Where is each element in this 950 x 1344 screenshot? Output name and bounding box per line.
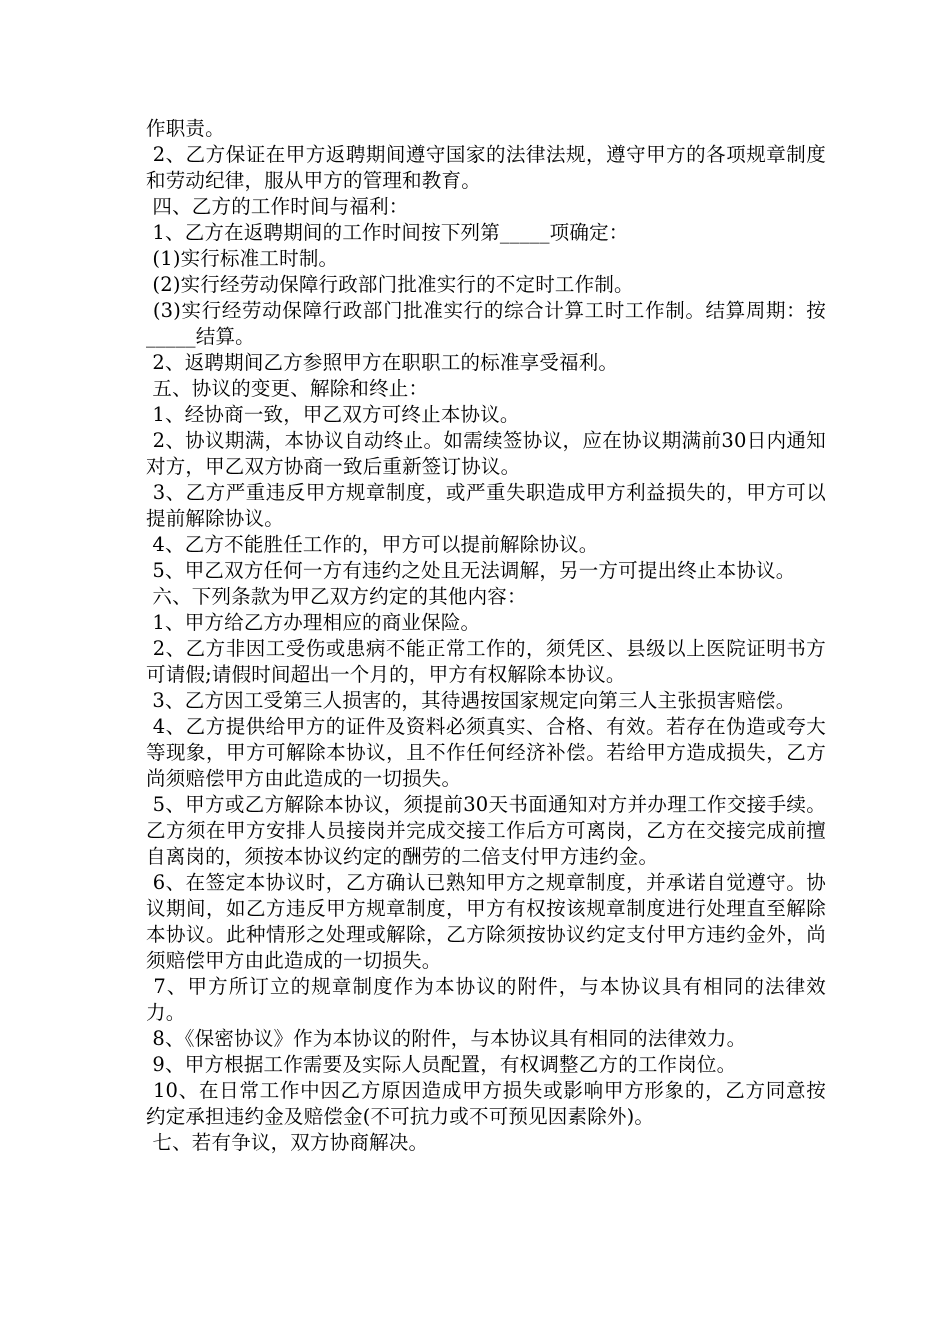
paragraph-16: 2、乙方非因工受伤或患病不能正常工作的，须凭区、县级以上医院证明书方可请假;请假时间超出一个月的，甲方有权解除本协议。 [146,637,826,686]
paragraph-13: 5、甲乙双方任何一方有违约之处且无法调解，另一方可提出终止本协议。 [146,559,796,582]
paragraph-10: 2、协议期满，本协议自动终止。如需续签协议，应在协议期满前30日内通知对方，甲乙双方协商一致后重新签订协议。 [146,429,826,478]
paragraph-11: 3、乙方严重违反甲方规章制度，或严重失职造成甲方利益损失的，甲方可以提前解除协议。 [146,481,826,530]
document-body [146,116,826,1156]
paragraph-15: 1、甲方给乙方办理相应的商业保险。 [146,611,481,634]
paragraph-4: (1)实行标准工时制。 [146,247,339,270]
paragraph-23: 9、甲方根据工作需要及实际人员配置，有权调整乙方的工作岗位。 [146,1053,737,1076]
paragraph-6: (3)实行经劳动保障行政部门批准实行的综合计算工时工作制。结算周期：按_____结算。 [146,299,826,348]
paragraph-1: 2、乙方保证在甲方返聘期间遵守国家的法律法规，遵守甲方的各项规章制度和劳动纪律，服从甲方的管理和教育。 [146,143,826,192]
paragraph-12: 4、乙方不能胜任工作的，甲方可以提前解除协议。 [146,533,599,556]
paragraph-8: 五、协议的变更、解除和终止： [146,377,429,400]
paragraph-17: 3、乙方因工受第三人损害的，其待遇按国家规定向第三人主张损害赔偿。 [146,689,796,712]
paragraph-9: 1、经协商一致，甲乙双方可终止本协议。 [146,403,520,426]
paragraph-2: 四、乙方的工作时间与福利： [146,195,409,218]
paragraph-19: 5、甲方或乙方解除本协议，须提前30天书面通知对方并办理工作交接手续。乙方须在甲方安排人员接岗并完成交接工作后方可离岗，乙方在交接完成前擅自离岗的，须按本协议约定的酬劳的二倍支付甲方违约金。 [146,793,826,868]
paragraph-3: 1、乙方在返聘期间的工作时间按下列第_____项确定： [146,221,629,244]
paragraph-14: 六、下列条款为甲乙双方约定的其他内容： [146,585,527,608]
paragraph-21: 7、甲方所订立的规章制度作为本协议的附件，与本协议具有相同的法律效力。 [146,975,826,1024]
paragraph-18: 4、乙方提供给甲方的证件及资料必须真实、合格、有效。若存在伪造或夸大等现象，甲方可解除本协议，且不作任何经济补偿。若给甲方造成损失，乙方尚须赔偿甲方由此造成的一切损失。 [146,715,826,790]
paragraph-5: (2)实行经劳动保障行政部门批准实行的不定时工作制。 [146,273,634,296]
paragraph-20: 6、在签定本协议时，乙方确认已熟知甲方之规章制度，并承诺自觉遵守。协议期间，如乙方违反甲方规章制度，甲方有权按该规章制度进行处理直至解除本协议。此种情形之处理或解除，乙方除须按协议约定支付甲方违约金外，尚须赔偿甲方由此造成的一切损失。 [146,871,826,972]
paragraph-22: 8、《保密协议》作为本协议的附件，与本协议具有相同的法律效力。 [146,1027,747,1050]
paragraph-7: 2、返聘期间乙方参照甲方在职职工的标准享受福利。 [146,351,619,374]
paragraph-25: 七、若有争议，双方协商解决。 [146,1131,429,1154]
paragraph-0: 作职责。 [146,117,225,140]
paragraph-24: 10、在日常工作中因乙方原因造成甲方损失或影响甲方形象的，乙方同意按约定承担违约金及赔偿金(不可抗力或不可预见因素除外)。 [146,1079,826,1128]
